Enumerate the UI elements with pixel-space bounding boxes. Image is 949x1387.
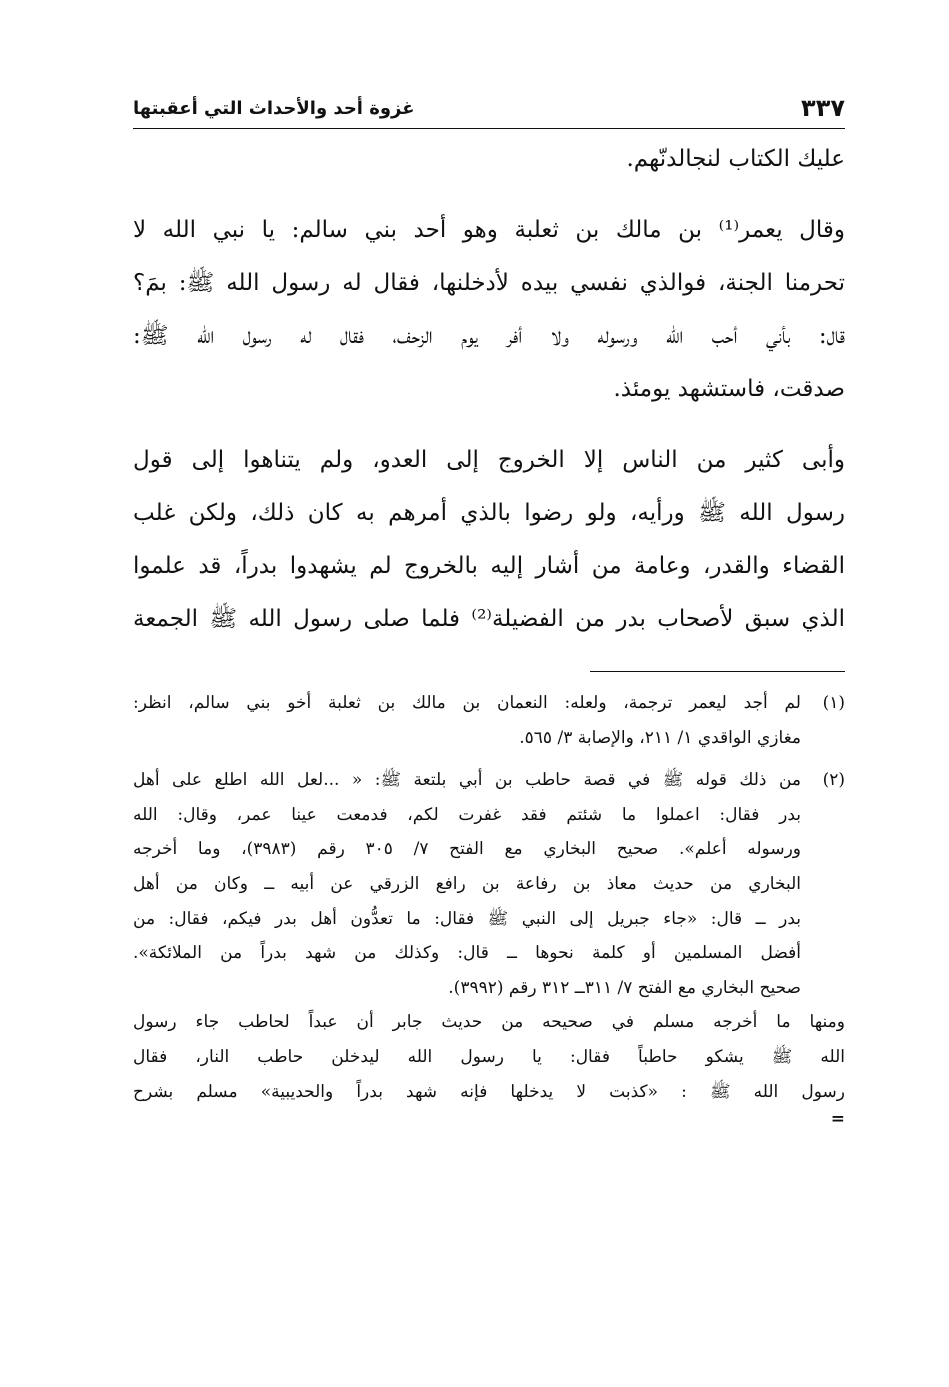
footnote-2-line: أفضل المسلمين أو كلمة نحوها ــ قال: وكذلك من شهد بدراً من الملائكة».	[133, 943, 801, 964]
footnote-2-line: البخاري من حديث معاذ بن رفاعة بن رافع الزرقي عن أبيه ــ وكان من أهل	[133, 873, 801, 894]
text-line: رسول الله ﷺ ورأيه، ولو رضوا بالذي أمرهم به كان ذلك، ولكن غلب	[133, 500, 845, 526]
footnote-number: (١)	[822, 693, 845, 713]
footnote-2-line: بدر فقال: اعملوا ما شئتم فقد غفرت لكم، فدمعت عينا عمر، وقال: الله	[133, 804, 801, 825]
footnote-2-line: صحيح البخاري مع الفتح ٧/ ٣١١ــ ٣١٢ رقم (٣٩٩٢).	[448, 977, 801, 998]
running-title: غزوة أحد والأحداث التي أعقبتها	[133, 98, 415, 119]
footnote-1-line: مغازي الواقدي ١/ ٢١١، والإصابة ٣/ ٥٦٥.	[519, 727, 801, 748]
text-line: عليك الكتاب لنجالدنّهم.	[626, 146, 845, 172]
page-header	[133, 88, 845, 129]
continuation-mark: =	[830, 1109, 845, 1130]
main-text	[133, 133, 845, 646]
footnote-separator	[590, 671, 845, 672]
footnote-2-cont-line: ومنها ما أخرجه مسلم في صحيحه من حديث جابر أن عبداً لحاطب جاء رسول	[133, 1012, 845, 1033]
footnote-text: من ذلك قوله ﷺ في قصة حاطب بن أبي بلتعة ﷺ: « ...لعل الله اطلع على أهل	[133, 770, 801, 791]
text-line: قال: بأني أحب الله ورسوله ولا أفر يوم الزحف، فقال له رسول الله ﷺ:	[133, 323, 845, 349]
footnote-2-line: بدر ــ قال: «جاء جبريل إلى النبي ﷺ فقال: ما تعدُّون أهل بدر فيكم، فقال: من	[133, 908, 801, 929]
footnote-2-line: ورسوله أعلم». صحيح البخاري مع الفتح ٧/ ٣٠٥ رقم (٣٩٨٣)، وما أخرجه	[133, 839, 801, 860]
page-number: ٣٣٧	[801, 94, 845, 122]
footnote-2-line	[133, 763, 845, 798]
footnote-text: لم أجد ليعمر ترجمة، ولعله: النعمان بن مالك بن ثعلبة أخو بني سالم، انظر:	[133, 693, 801, 713]
footnote-2-cont-line: الله ﷺ يشكو حاطباً فقال: يا رسول الله ليدخلن حاطب النار، فقال	[133, 1046, 845, 1067]
footnote-1-line	[133, 686, 845, 721]
footnote-number: (٢)	[822, 770, 845, 791]
text-line: صدقت، فاستشهد يومئذ.	[613, 376, 845, 402]
text-line: الذي سبق لأصحاب بدر من الفضيلة⁽²⁾ فلما صلى رسول الله ﷺ الجمعة	[133, 606, 845, 632]
footnote-2-cont-line: رسول الله ﷺ : «كذبت لا يدخلها فإنه شهد بدراً والحديبية» مسلم بشرح	[133, 1081, 845, 1102]
text-line: القضاء والقدر، وعامة من أشار إليه بالخروج لم يشهدوا بدراً، قد علموا	[133, 553, 845, 579]
text-line: تحرمنا الجنة، فوالذي نفسي بيده لأدخلنها، فقال له رسول الله ﷺ: بمَ؟	[133, 270, 845, 296]
footnotes	[133, 686, 845, 1129]
text-line: وقال يعمر⁽¹⁾ بن مالك بن ثعلبة وهو أحد بني سالم: يا نبي الله لا	[133, 217, 845, 243]
text-line: وأبى كثير من الناس إلا الخروج إلى العدو، ولم يتناهوا إلى قول	[133, 447, 845, 473]
book-page	[133, 88, 845, 1129]
